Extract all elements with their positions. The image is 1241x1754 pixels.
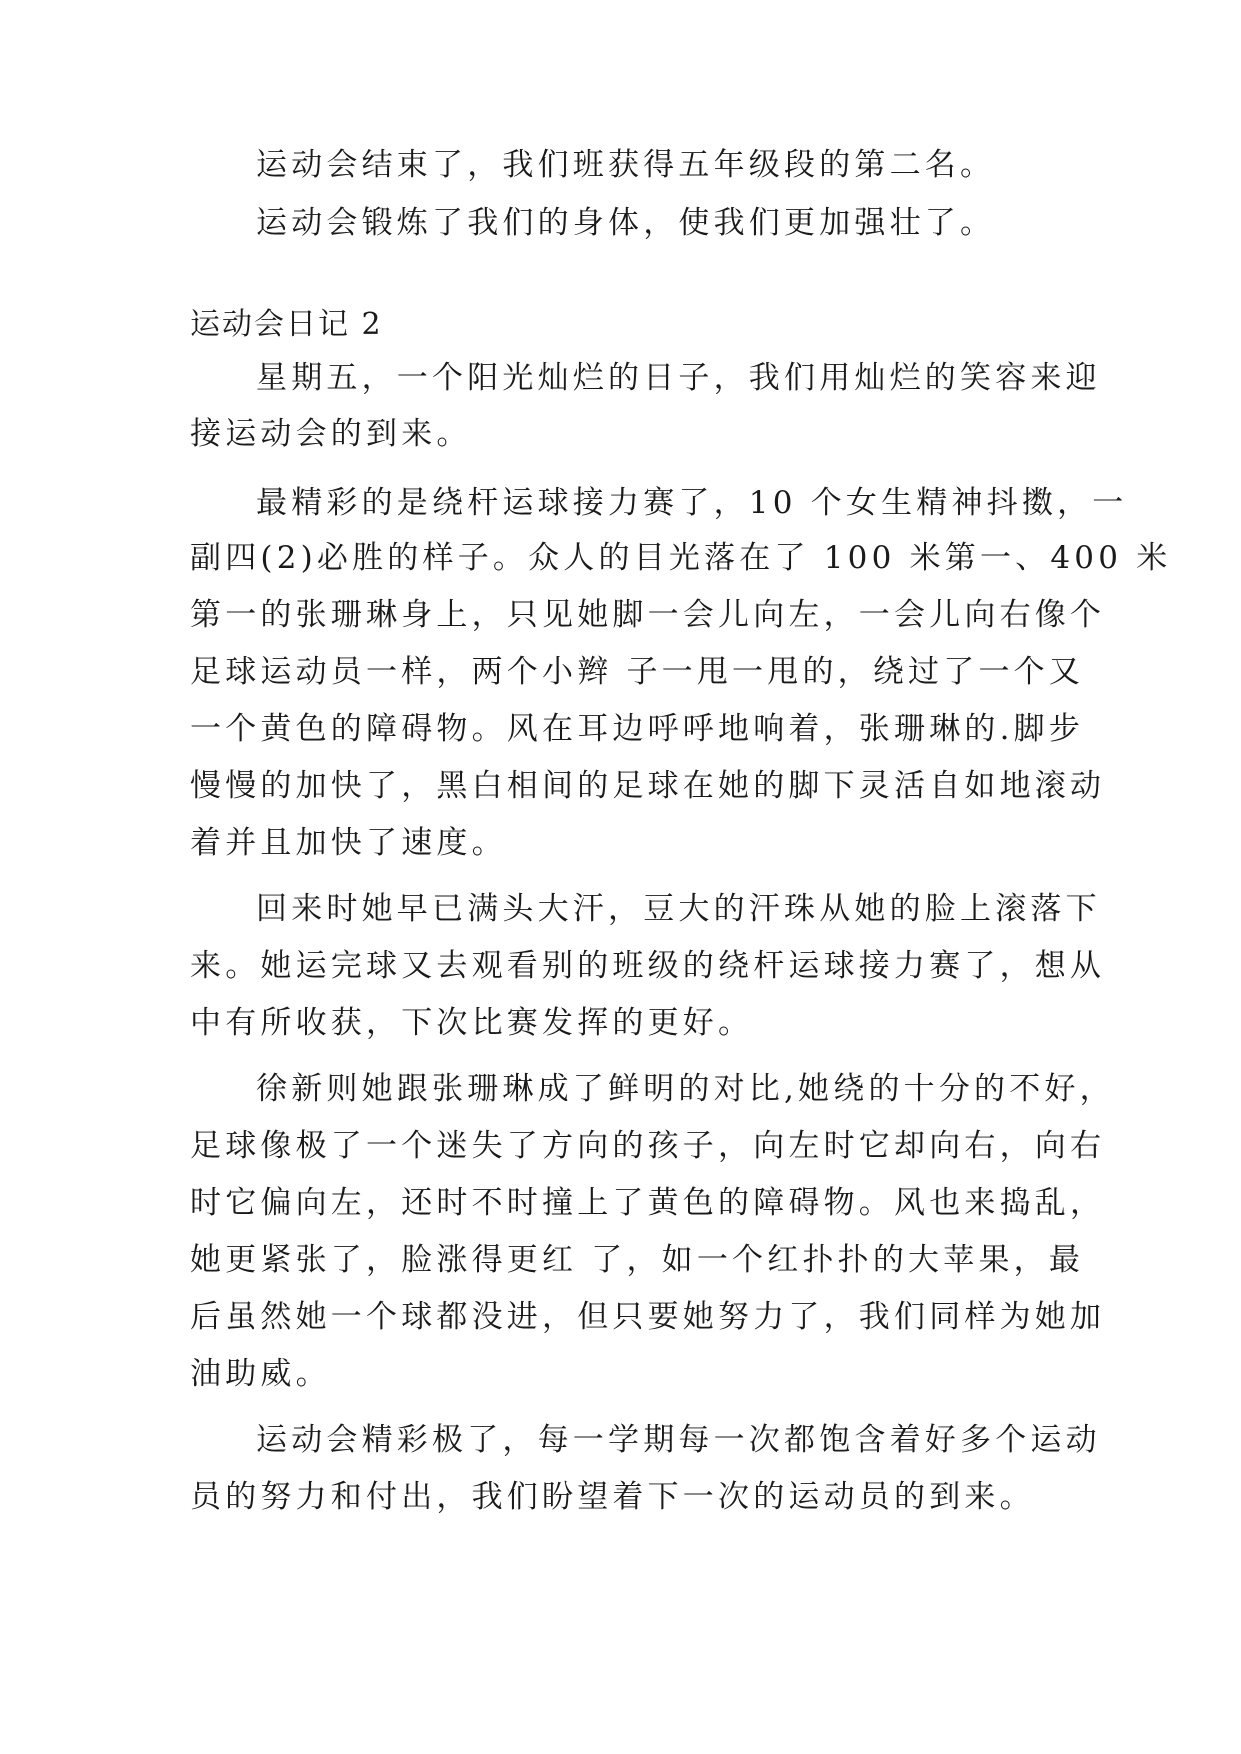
section-title: 运动会日记 2 (190, 307, 383, 342)
paragraph-line: 中有所收获，下次比赛发挥的更好。 (190, 1005, 754, 1041)
paragraph-line: 回来时她早已满头大汗，豆大的汗珠从她的脸上滚落下 (256, 891, 1101, 927)
paragraph-line: 来。她运完球又去观看别的班级的绕杆运球接力赛了，想从 (190, 948, 1106, 984)
paragraph-line: 运动会精彩极了，每一学期每一次都饱含着好多个运动 (256, 1422, 1101, 1458)
paragraph-line: 油助威。 (190, 1356, 331, 1392)
paragraph-line: 第一的张珊琳身上，只见她脚一会儿向左，一会儿向右像个 (190, 597, 1106, 633)
paragraph-line: 足球像极了一个迷失了方向的孩子，向左时它却向右，向右 (190, 1128, 1106, 1164)
intro-line-1: 运动会结束了，我们班获得五年级段的第二名。 (256, 147, 996, 183)
paragraph-line: 慢慢的加快了，黑白相间的足球在她的脚下灵活自如地滚动 (190, 768, 1106, 804)
paragraph-line: 时它偏向左，还时不时撞上了黄色的障碍物。风也来捣乱， (190, 1185, 1106, 1221)
paragraph-line: 着并且加快了速度。 (190, 825, 507, 861)
paragraph-line: 后虽然她一个球都没进，但只要她努力了，我们同样为她加 (190, 1299, 1106, 1335)
paragraph-line: 足球运动员一样，两个小辫 子一甩一甩的，绕过了一个又 (190, 654, 1085, 690)
paragraph-line: 徐新则她跟张珊琳成了鲜明的对比,她绕的十分的不好， (256, 1071, 1115, 1107)
paragraph-line: 副四(2)必胜的样子。众人的目光落在了 100 米第一、400 米 (190, 540, 1172, 576)
paragraph-line: 员的努力和付出，我们盼望着下一次的运动员的到来。 (190, 1479, 1035, 1515)
paragraph-line: 接运动会的到来。 (190, 416, 472, 452)
paragraph-line: 一个黄色的障碍物。风在耳边呼呼地响着，张珊琳的.脚步 (190, 711, 1085, 747)
paragraph-line: 她更紧张了，脸涨得更红 了，如一个红扑扑的大苹果，最 (190, 1242, 1085, 1278)
intro-line-2: 运动会锻炼了我们的身体，使我们更加强壮了。 (256, 205, 996, 241)
paragraph-line: 星期五，一个阳光灿烂的日子，我们用灿烂的笑容来迎 (256, 360, 1101, 396)
paragraph-line: 最精彩的是绕杆运球接力赛了，10 个女生精神抖擞，一 (256, 485, 1128, 521)
